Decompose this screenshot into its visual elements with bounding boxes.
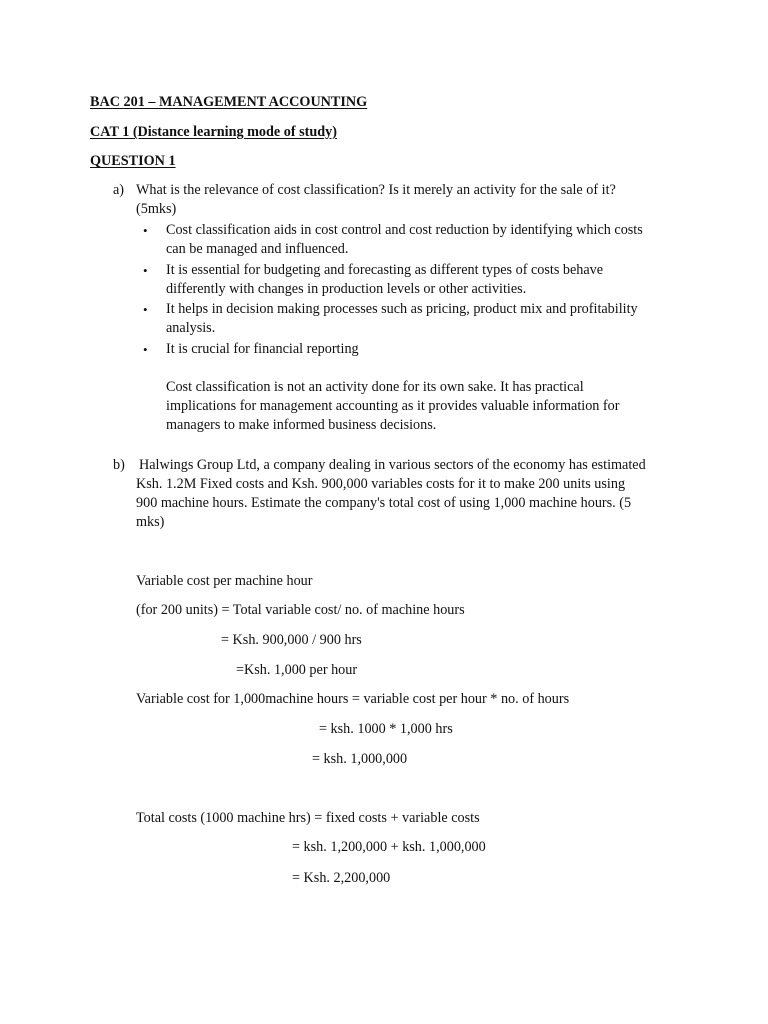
part-b-question-line: Halwings Group Ltd, a company dealing in various sectors of the economy has estimated: [139, 457, 646, 473]
working-line: = ksh. 1,200,000 + ksh. 1,000,000: [292, 839, 486, 855]
working-line: = Ksh. 2,200,000: [292, 870, 391, 886]
part-b-marker: b): [113, 457, 125, 473]
bullet-icon: •: [143, 223, 148, 238]
part-a-question-line: What is the relevance of cost classification? Is it merely an activity for the sale of it?: [136, 182, 616, 198]
part-b-question-line: mks): [136, 514, 165, 530]
bullet-icon: •: [143, 263, 148, 278]
working-line: = ksh. 1000 * 1,000 hrs: [319, 721, 453, 737]
conclusion-line: implications for management accounting as it provides valuable information for: [166, 398, 620, 414]
question-label: QUESTION 1: [90, 153, 176, 169]
working-line: = Ksh. 900,000 / 900 hrs: [221, 632, 362, 648]
part-a-question-line: (5mks): [136, 201, 177, 217]
working-line: Variable cost per machine hour: [136, 573, 313, 589]
working-line: Variable cost for 1,000machine hours = variable cost per hour * no. of hours: [136, 691, 570, 707]
bullet-text-line: can be managed and influenced.: [166, 241, 349, 257]
bullet-icon: •: [143, 342, 148, 357]
bullet-text-line: It is crucial for financial reporting: [166, 341, 359, 357]
bullet-text-line: differently with changes in production levels or other activities.: [166, 281, 527, 297]
course-title: BAC 201 – MANAGEMENT ACCOUNTING: [90, 94, 368, 110]
part-a-marker: a): [113, 182, 125, 198]
bullet-text-line: Cost classification aids in cost control and cost reduction by identifying which costs: [166, 222, 643, 238]
bullet-icon: •: [143, 302, 148, 317]
bullet-text-line: analysis.: [166, 320, 216, 336]
part-b-question-line: 900 machine hours. Estimate the company's total cost of using 1,000 machine hours. (5: [136, 495, 632, 511]
working-line: (for 200 units) = Total variable cost/ no. of machine hours: [136, 602, 465, 618]
working-line: Total costs (1000 machine hrs) = fixed costs + variable costs: [136, 810, 480, 826]
bullet-text-line: It helps in decision making processes such as pricing, product mix and profitability: [166, 301, 638, 317]
conclusion-line: managers to make informed business decisions.: [166, 417, 437, 433]
part-b-question-line: Ksh. 1.2M Fixed costs and Ksh. 900,000 variables costs for it to make 200 units using: [136, 476, 626, 492]
bullet-text-line: It is essential for budgeting and forecasting as different types of costs behave: [166, 262, 604, 278]
conclusion-line: Cost classification is not an activity done for its own sake. It has practical: [166, 379, 584, 395]
working-line: = ksh. 1,000,000: [312, 751, 408, 767]
cat-title: CAT 1 (Distance learning mode of study): [90, 124, 337, 140]
working-line: =Ksh. 1,000 per hour: [236, 662, 358, 678]
